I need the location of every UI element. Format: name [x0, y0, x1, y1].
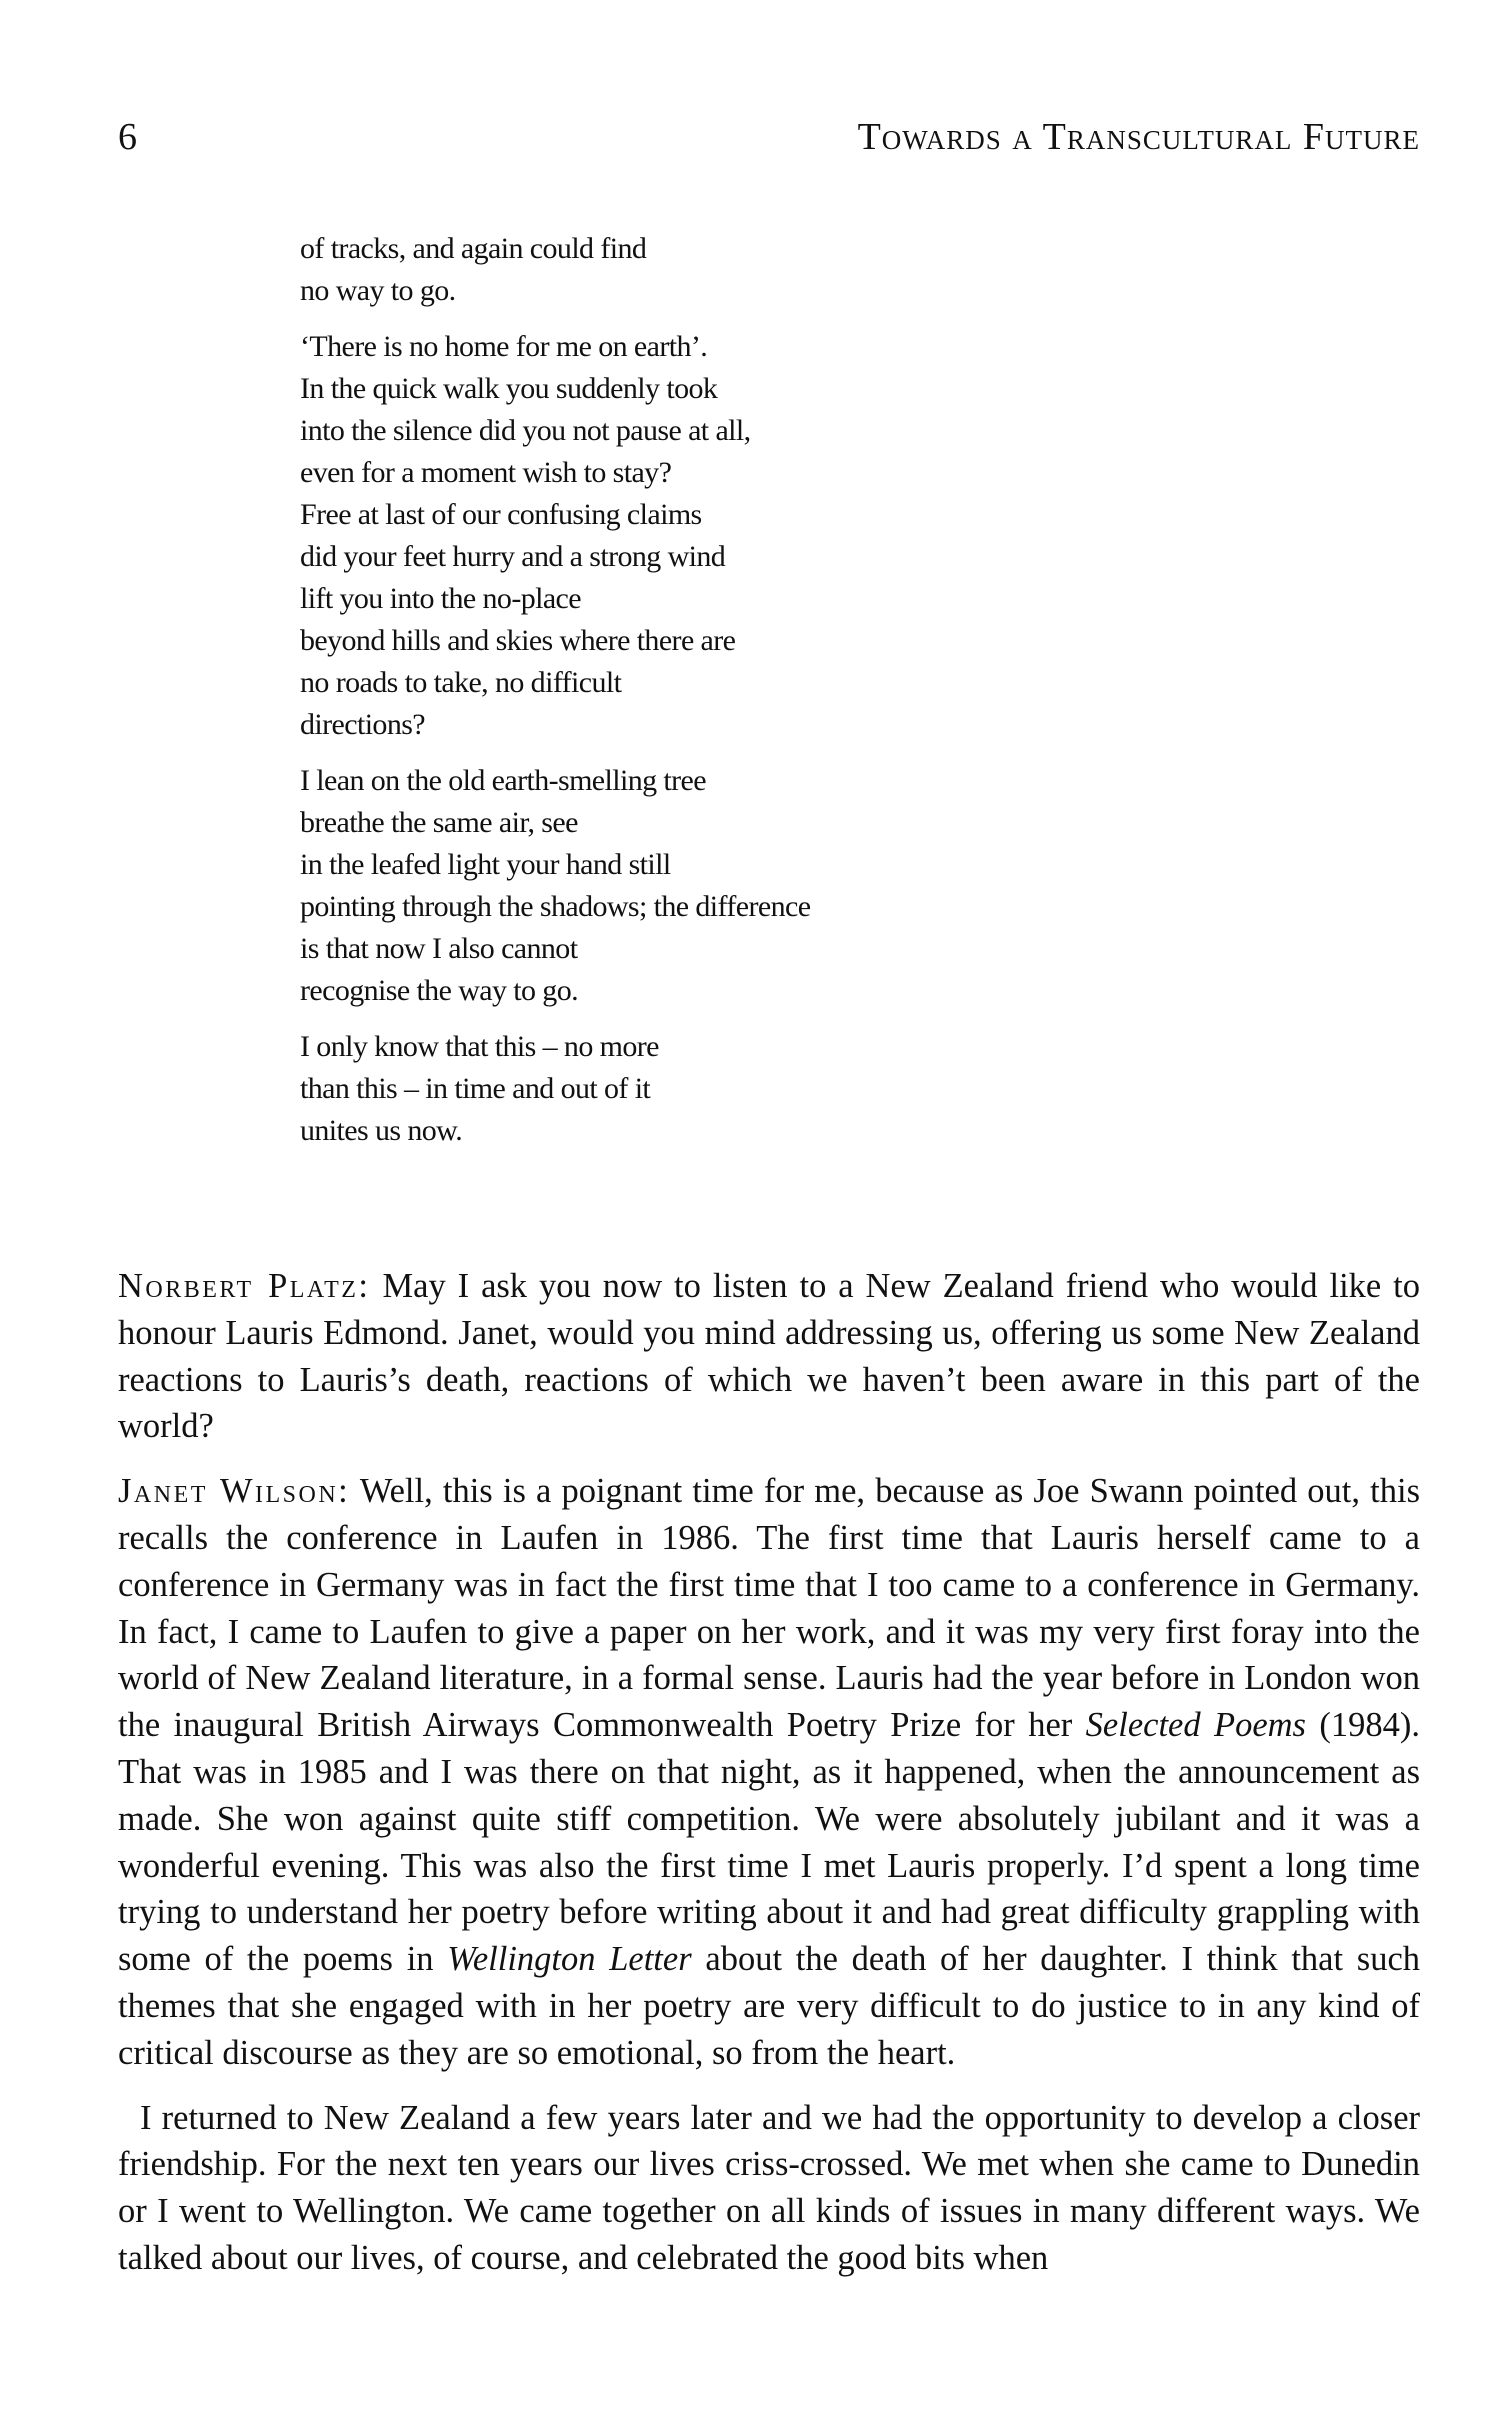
- paragraph-text: May I ask you now to listen to a New Zealand friend who would like to honour Lauris Edmond. Janet, would you mind addressing us, offering us some New Zealand reactions to Lauris’s death, reactions of which we haven’t been aware in this part of the world?: [118, 1267, 1421, 1446]
- poem-line: is that now I also cannot: [300, 932, 578, 965]
- transcript-paragraph: [118, 1468, 1420, 2076]
- transcript: [118, 1263, 1420, 2282]
- running-title: Towards a Transcultural Future: [857, 116, 1420, 158]
- transcript-paragraph: [118, 1263, 1420, 1450]
- poem-line: even for a moment wish to stay?: [300, 456, 672, 489]
- speaker-name: Janet Wilson:: [118, 1472, 351, 1511]
- poem-stanza: [300, 1026, 1300, 1152]
- poem-line: did your feet hurry and a strong wind: [300, 540, 726, 573]
- paragraph-text: about the death of her daughter. I think that such themes that she engaged with in her poetry are very difficult to do justice to in any kind of critical discourse as they are so emotional, so from the heart.: [118, 1940, 1421, 2072]
- poem-line: I lean on the old earth-smelling tree: [300, 764, 706, 797]
- paragraph-text: (1984). That was in 1985 and I was there on that night, as it happened, when the announcement as made. She won against quite stiff competition. We were absolutely jubilant and it was a wonderful evening. This was also the first time I met Lauris properly. I’d spent a long time trying to understand her poetry before writing about it and had great difficulty grappling with some of the poems in: [118, 1706, 1421, 1979]
- poem-line: ‘There is no home for me on earth’.: [300, 330, 708, 363]
- page-number: 6: [118, 116, 137, 158]
- poem-line: pointing through the shadows; the difference: [300, 890, 811, 923]
- poem-line: no way to go.: [300, 274, 456, 307]
- poem-line: recognise the way to go.: [300, 974, 579, 1007]
- poem-line: Free at last of our confusing claims: [300, 498, 702, 531]
- poem-stanza: [300, 326, 1300, 746]
- paragraph-text: I returned to New Zealand a few years later and we had the opportunity to develop a closer friendship. For the next ten years our lives criss-crossed. We met when she came to Dunedin or I went to Wellington. We came together on all kinds of issues in many different ways. We talked about our lives, of course, and celebrated the good bits when: [118, 2098, 1420, 2277]
- paragraph-text: Well, this is a poignant time for me, because as Joe Swann pointed out, this recalls the conference in Laufen in 1986. The first time that Lauris herself came to a conference in Germany was in fact the first time that I too came to a conference in Germany. In fact, I came to Laufen to give a paper on her work, and it was my very first foray into the world of New Zealand literature, in a formal sense. Lauris had the year before in London won the inaugural British Airways Commonwealth Poetry Prize for her: [118, 1472, 1420, 1745]
- book-title: Selected Poems: [1085, 1706, 1306, 1745]
- poem-line: beyond hills and skies where there are: [300, 624, 736, 657]
- poem-line: unites us now.: [300, 1114, 463, 1147]
- poem-line: directions?: [300, 708, 426, 741]
- poem-line: into the silence did you not pause at all,: [300, 414, 751, 447]
- book-title: Wellington Letter: [447, 1940, 692, 1979]
- poem-stanza: [300, 760, 1300, 1012]
- poem: [300, 228, 1300, 1166]
- poem-line: no roads to take, no difficult: [300, 666, 622, 699]
- poem-line: than this – in time and out of it: [300, 1072, 651, 1105]
- poem-stanza: [300, 228, 1300, 312]
- poem-line: of tracks, and again could find: [300, 232, 647, 265]
- poem-line: lift you into the no-place: [300, 582, 581, 615]
- poem-line: In the quick walk you suddenly took: [300, 372, 718, 405]
- transcript-paragraph: [118, 2095, 1420, 2282]
- speaker-name: Norbert Platz:: [118, 1267, 371, 1305]
- poem-line: breathe the same air, see: [300, 806, 578, 839]
- poem-line: in the leafed light your hand still: [300, 848, 671, 881]
- poem-line: I only know that this – no more: [300, 1030, 659, 1063]
- page-header: [118, 112, 1420, 162]
